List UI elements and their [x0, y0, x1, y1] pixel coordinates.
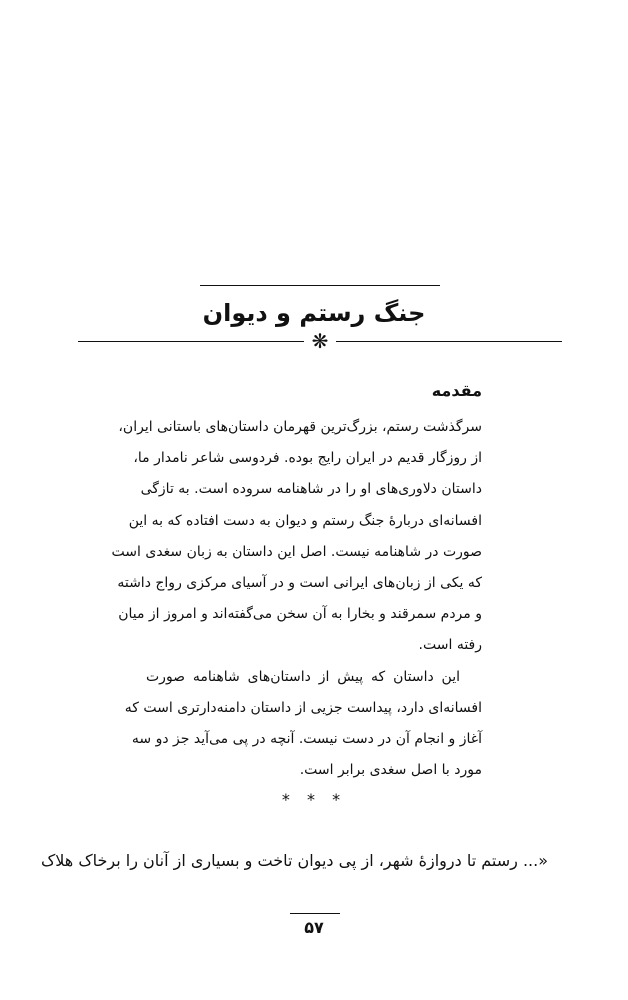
- body-line: آغاز و انجام آن در دست نیست. آنچه در پی می‌آید جز دو سه: [131, 731, 482, 748]
- footer-rule: [290, 913, 340, 914]
- section-heading: مقدمه: [431, 381, 482, 400]
- body-line: که یکی از زبان‌های ایرانی است و در آسیای مرکزی رواج داشته: [117, 575, 482, 592]
- body-line: از روزگار قدیم در ایران رایج بوده. فردوسی شاعر نامدار ما،: [133, 450, 482, 467]
- ornament-line-right: [336, 341, 562, 342]
- body-line: مورد با اصل سغدی برابر است.: [299, 762, 482, 779]
- body-line: و مردم سمرقند و بخارا به آن سخن می‌گفته‌اند و امروز از میان: [118, 606, 482, 623]
- body-line: داستان دلاوری‌های او را در شاهنامه سروده است. به تازگی: [140, 481, 482, 498]
- section-body: [111, 412, 482, 786]
- ornament-line-left: [78, 341, 304, 342]
- flower-ornament-icon: ❋: [311, 329, 329, 353]
- body-line: این داستان که پیش از داستان‌های شاهنامه صورت: [146, 668, 460, 685]
- body-line: سرگذشت رستم، بزرگ‌ترین قهرمان داستان‌های باستانی ایران،: [118, 419, 482, 435]
- body-line: صورت در شاهنامه نیست. اصل این داستان به زبان سغدی است: [111, 543, 482, 560]
- story-quote: «... رستم تا دروازهٔ شهر، از پی دیوان تاخت و بسیاری از آنان را برخاک هلاک: [40, 851, 548, 870]
- body-line: افسانه‌ای دربارهٔ جنگ رستم و دیوان به دست افتاده که به این: [128, 512, 482, 529]
- page-number: ۵۷: [304, 918, 324, 937]
- title-ornament-divider: [78, 329, 562, 353]
- chapter-title: جنگ رستم و دیوان: [202, 299, 426, 327]
- title-top-rule: [200, 285, 440, 286]
- body-line: افسانه‌ای دارد، پیداست جزیی از داستان دامنه‌دارتری است که: [124, 699, 482, 716]
- body-line: رفته است.: [418, 637, 482, 654]
- section-separator: * * *: [281, 790, 347, 809]
